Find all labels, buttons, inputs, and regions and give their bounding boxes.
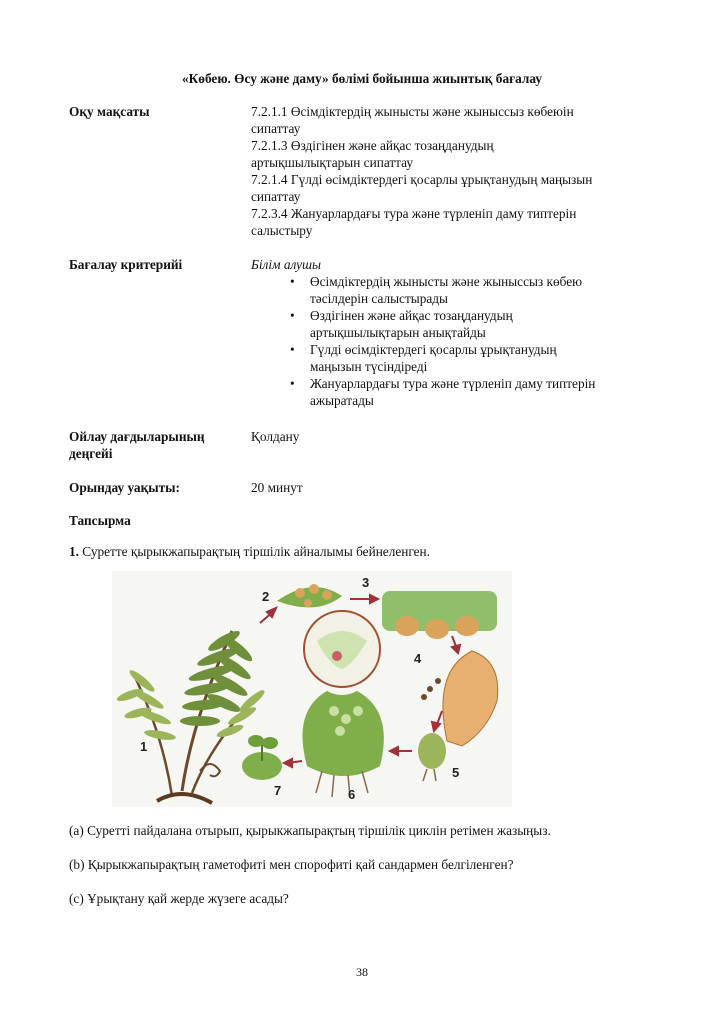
fern-life-cycle-figure (112, 571, 512, 807)
figure-label-2: 2 (262, 589, 270, 604)
objective-line: сипаттау (251, 189, 301, 204)
question-b: (b) Қырыкжапырақтың гаметофиті мен спорофиті қай сандармен белгіленген? (69, 857, 514, 872)
thinking-label: Ойлау дағдыларының деңгейі (69, 429, 205, 461)
question-1-number: 1. (69, 544, 79, 559)
time-value: 20 минут (251, 480, 303, 495)
objective-line: салыстыру (251, 223, 313, 238)
figure-label-7: 7 (274, 783, 282, 798)
objective-line: сипаттау (251, 121, 301, 136)
figure-label-5: 5 (452, 765, 460, 780)
objective-line: 7.2.1.3 Өздігінен және айқас тозаңданудың (251, 138, 494, 153)
objective-line: артықшылықтарын сипаттау (251, 155, 414, 170)
fertilisation-inset (304, 611, 380, 687)
figure-label-3: 3 (362, 575, 370, 590)
question-c: (c) Ұрықтану қай жерде жүзеге асады? (69, 891, 289, 906)
objective-line: 7.2.1.4 Гүлді өсімдіктердегі қосарлы ұрықтанудың маңызын (251, 172, 593, 187)
figure-label-1: 1 (140, 739, 148, 754)
criteria-item: • Гүлді өсімдіктердегі қосарлы ұрықтанудың маңызын түсіндіреді (290, 341, 650, 375)
objective-line: 7.2.1.1 Өсімдіктердің жынысты және жыныссыз көбеюін (251, 104, 574, 119)
objectives-list (251, 103, 651, 239)
question-1 (69, 544, 430, 560)
criteria-intro: Білім алушы (251, 257, 322, 272)
criteria-list (290, 273, 650, 409)
criteria-item: • Жануарлардағы тура және түрленіп даму типтерін ажыратады (290, 375, 650, 409)
thinking-value: Қолдану (251, 429, 300, 444)
page-number: 38 (356, 965, 368, 979)
question-a: (a) Суретті пайдалана отырып, қырыкжапырақтың тіршілік циклін ретімен жазыңыз. (69, 823, 551, 838)
figure-label-4: 4 (414, 651, 422, 666)
task-title: Тапсырма (69, 513, 131, 528)
question-1-text: Суретте қырыкжапырақтың тіршілік айналымы бейнеленген. (78, 544, 430, 559)
objectives-label: Оқу мақсаты (69, 104, 150, 119)
page-title: «Көбею. Өсу және даму» бөлімі бойынша жиынтық бағалау (182, 71, 542, 86)
objective-line: 7.2.3.4 Жануарлардағы тура және түрленіп даму типтерін (251, 206, 577, 221)
criteria-item: • Өсімдіктердің жынысты және жыныссыз көбею тәсілдерін салыстырады (290, 273, 650, 307)
time-label: Орындау уақыты: (69, 480, 180, 495)
criteria-item: • Өздігінен және айқас тозаңданудың артықшылықтарын анықтайды (290, 307, 650, 341)
figure-label-6: 6 (348, 787, 356, 802)
criteria-label: Бағалау критерийі (69, 257, 183, 272)
